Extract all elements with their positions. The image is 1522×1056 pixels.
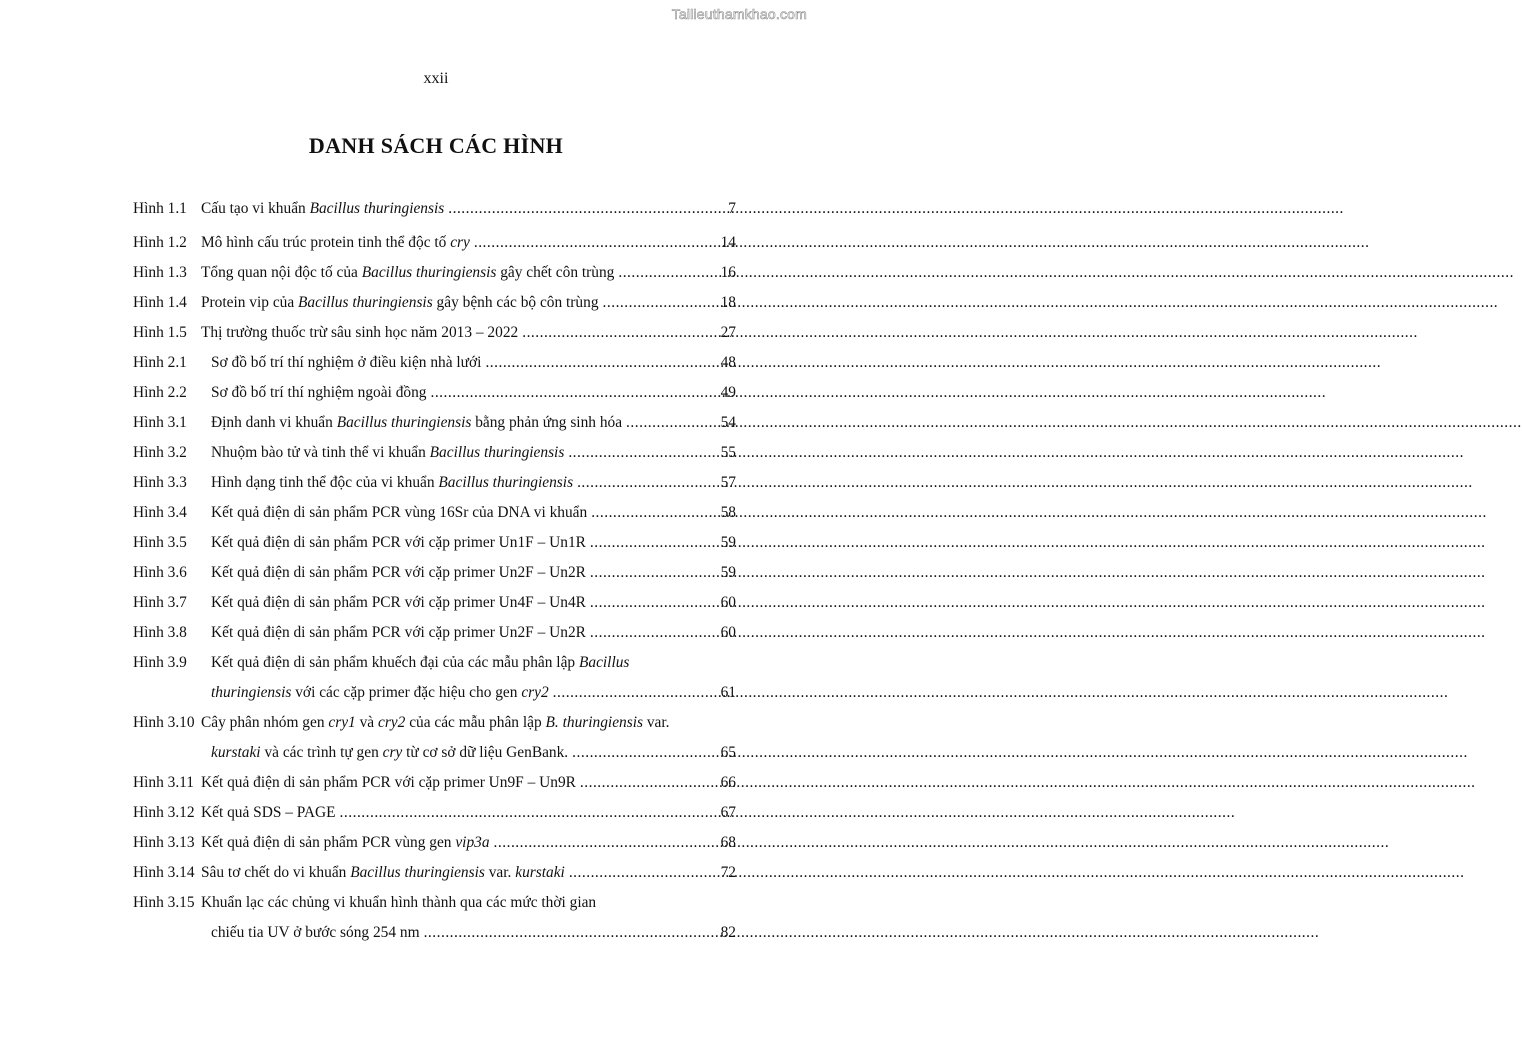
page-ref: 59 bbox=[720, 564, 736, 581]
figure-title: Hình dạng tinh thể độc của vi khuẩn Bacillus thuringiensis bbox=[211, 474, 574, 491]
figure-number: Hình 3.10 bbox=[133, 714, 195, 731]
toc-entry[interactable] bbox=[133, 522, 736, 552]
figure-title: chiếu tia UV ở bước sóng 254 nm bbox=[211, 924, 420, 941]
page-ref: 14 bbox=[720, 234, 736, 251]
figure-number: Hình 3.7 bbox=[133, 594, 187, 611]
figure-number: Hình 1.5 bbox=[133, 324, 187, 341]
toc-entry[interactable] bbox=[133, 222, 736, 252]
page-ref: 58 bbox=[720, 504, 736, 521]
figure-number: Hình 3.4 bbox=[133, 504, 187, 521]
figure-number: Hình 1.3 bbox=[133, 264, 187, 281]
page-ref: 72 bbox=[720, 864, 736, 881]
figure-title: Kết quả điện di sản phẩm PCR với cặp primer Un1F – Un1R bbox=[211, 534, 586, 551]
figure-title: Mô hình cấu trúc protein tinh thể độc tố cry bbox=[201, 234, 470, 251]
toc-entry[interactable] bbox=[133, 882, 736, 912]
figure-list bbox=[133, 200, 736, 942]
figure-number: Hình 1.4 bbox=[133, 294, 187, 311]
figure-number: Hình 1.1 bbox=[133, 200, 187, 217]
page-ref: 60 bbox=[720, 594, 736, 611]
page-ref: 57 bbox=[720, 474, 736, 491]
toc-entry[interactable] bbox=[133, 252, 736, 282]
dot-leader bbox=[590, 534, 719, 552]
figure-title: thuringiensis với các cặp primer đặc hiệu cho gen cry2 bbox=[211, 684, 549, 701]
figure-number: Hình 2.1 bbox=[133, 354, 187, 371]
figure-number: Hình 3.8 bbox=[133, 624, 187, 641]
toc-entry-continuation[interactable] bbox=[133, 672, 736, 702]
dot-leader bbox=[603, 294, 719, 312]
page-ref: 60 bbox=[720, 624, 736, 641]
dot-leader bbox=[485, 354, 718, 372]
figure-title: Sơ đồ bố trí thí nghiệm ở điều kiện nhà lưới bbox=[211, 354, 482, 371]
page-ref: 61 bbox=[720, 684, 736, 701]
page-ref: 16 bbox=[720, 264, 736, 281]
dot-leader bbox=[448, 200, 726, 218]
figure-title: Sơ đồ bố trí thí nghiệm ngoài đồng bbox=[211, 384, 427, 401]
dot-leader bbox=[474, 234, 719, 252]
dot-leader bbox=[590, 564, 719, 582]
figure-title: Cấu tạo vi khuẩn Bacillus thuringiensis bbox=[201, 200, 445, 217]
dot-leader bbox=[522, 324, 718, 342]
dot-leader bbox=[580, 774, 719, 792]
figure-title: Cây phân nhóm gen cry1 và cry2 của các mẫu phân lập B. thuringiensis var. bbox=[201, 714, 670, 731]
page-ref: 66 bbox=[720, 774, 736, 791]
figure-title: Kết quả điện di sản phẩm PCR với cặp primer Un2F – Un2R bbox=[211, 624, 586, 641]
toc-entry[interactable] bbox=[133, 822, 736, 852]
figure-number: Hình 3.5 bbox=[133, 534, 187, 551]
toc-entry[interactable] bbox=[133, 402, 736, 432]
toc-entry[interactable] bbox=[133, 200, 736, 222]
toc-entry[interactable] bbox=[133, 642, 736, 672]
page-ref: 27 bbox=[720, 324, 736, 341]
figure-number: Hình 3.13 bbox=[133, 834, 195, 851]
toc-entry[interactable] bbox=[133, 312, 736, 342]
figure-title: Kết quả điện di sản phẩm PCR với cặp primer Un9F – Un9R bbox=[201, 774, 576, 791]
figure-number: Hình 3.12 bbox=[133, 804, 195, 821]
figure-number: Hình 3.3 bbox=[133, 474, 187, 491]
figure-number: Hình 3.1 bbox=[133, 414, 187, 431]
page-title: DANH SÁCH CÁC HÌNH bbox=[308, 133, 564, 158]
toc-entry[interactable] bbox=[133, 792, 736, 822]
figure-title: Nhuộm bào tử và tinh thể vi khuẩn Bacillus thuringiensis bbox=[211, 444, 565, 461]
figure-title: Kết quả SDS – PAGE bbox=[201, 804, 336, 821]
figure-title: Sâu tơ chết do vi khuẩn Bacillus thuringiensis var. kurstaki bbox=[201, 864, 565, 881]
figure-title: Thị trường thuốc trừ sâu sinh học năm 2013 – 2022 bbox=[201, 324, 519, 341]
page-ref: 65 bbox=[720, 744, 736, 761]
page-ref: 59 bbox=[720, 534, 736, 551]
figure-number: Hình 3.6 bbox=[133, 564, 187, 581]
figure-title: Protein vip của Bacillus thuringiensis gây bệnh các bộ côn trùng bbox=[201, 294, 599, 311]
dot-leader bbox=[553, 684, 719, 702]
dot-leader bbox=[568, 444, 718, 462]
figure-title: Kết quả điện di sản phẩm PCR với cặp primer Un2F – Un2R bbox=[211, 564, 586, 581]
toc-entry[interactable] bbox=[133, 372, 736, 402]
dot-leader bbox=[590, 594, 719, 612]
page-ref: 54 bbox=[720, 414, 736, 431]
dot-leader bbox=[430, 384, 718, 402]
figure-title: Kết quả điện di sản phẩm khuếch đại của các mẫu phân lập Bacillus bbox=[211, 654, 630, 671]
toc-entry-continuation[interactable] bbox=[133, 732, 736, 762]
page-ref: 68 bbox=[720, 834, 736, 851]
dot-leader bbox=[577, 474, 719, 492]
figure-title: Định danh vi khuẩn Bacillus thuringiensis bằng phản ứng sinh hóa bbox=[211, 414, 623, 431]
toc-entry[interactable] bbox=[133, 432, 736, 462]
page-ref: 7 bbox=[728, 200, 736, 217]
toc-entry[interactable] bbox=[133, 582, 736, 612]
dot-leader bbox=[572, 744, 718, 762]
toc-entry[interactable] bbox=[133, 462, 736, 492]
page-ref: 82 bbox=[720, 924, 736, 941]
toc-entry[interactable] bbox=[133, 552, 736, 582]
page-ref: 67 bbox=[720, 804, 736, 821]
figure-title: Kết quả điện di sản phẩm PCR vùng gen vip3a bbox=[201, 834, 490, 851]
page-ref: 49 bbox=[720, 384, 736, 401]
figure-number: Hình 3.15 bbox=[133, 894, 195, 911]
figure-title: Kết quả điện di sản phẩm PCR với cặp primer Un4F – Un4R bbox=[211, 594, 586, 611]
figure-title: Khuẩn lạc các chủng vi khuẩn hình thành qua các mức thời gian bbox=[201, 894, 597, 911]
figure-number: Hình 3.9 bbox=[133, 654, 187, 671]
page-number: xxii bbox=[423, 70, 449, 87]
dot-leader bbox=[626, 414, 719, 432]
dot-leader bbox=[340, 804, 719, 822]
figure-title: Tổng quan nội độc tố của Bacillus thuringiensis gây chết côn trùng bbox=[201, 264, 615, 281]
figure-number: Hình 3.11 bbox=[133, 774, 194, 791]
toc-entry-continuation[interactable] bbox=[133, 912, 736, 942]
toc-entry[interactable] bbox=[133, 702, 736, 732]
dot-leader bbox=[590, 624, 719, 642]
figure-number: Hình 2.2 bbox=[133, 384, 187, 401]
toc-entry[interactable] bbox=[133, 852, 736, 882]
dot-leader bbox=[494, 834, 719, 852]
toc-entry[interactable] bbox=[133, 612, 736, 642]
page-ref: 48 bbox=[720, 354, 736, 371]
figure-number: Hình 3.2 bbox=[133, 444, 187, 461]
toc-entry[interactable] bbox=[133, 342, 736, 372]
dot-leader bbox=[591, 504, 718, 522]
toc-entry[interactable] bbox=[133, 762, 736, 792]
figure-number: Hình 1.2 bbox=[133, 234, 187, 251]
page-ref: 55 bbox=[720, 444, 736, 461]
page-ref: 18 bbox=[720, 294, 736, 311]
figure-title: kurstaki và các trình tự gen cry từ cơ sở dữ liệu GenBank. bbox=[211, 744, 569, 761]
dot-leader bbox=[618, 264, 718, 282]
toc-entry[interactable] bbox=[133, 492, 736, 522]
watermark-text: Tailieuthamkhao.com bbox=[671, 6, 807, 22]
dot-leader bbox=[424, 924, 703, 942]
dot-leader bbox=[569, 864, 719, 882]
toc-entry[interactable] bbox=[133, 282, 736, 312]
figure-number: Hình 3.14 bbox=[133, 864, 195, 881]
figure-title: Kết quả điện di sản phẩm PCR vùng 16Sr của DNA vi khuẩn bbox=[211, 504, 588, 521]
